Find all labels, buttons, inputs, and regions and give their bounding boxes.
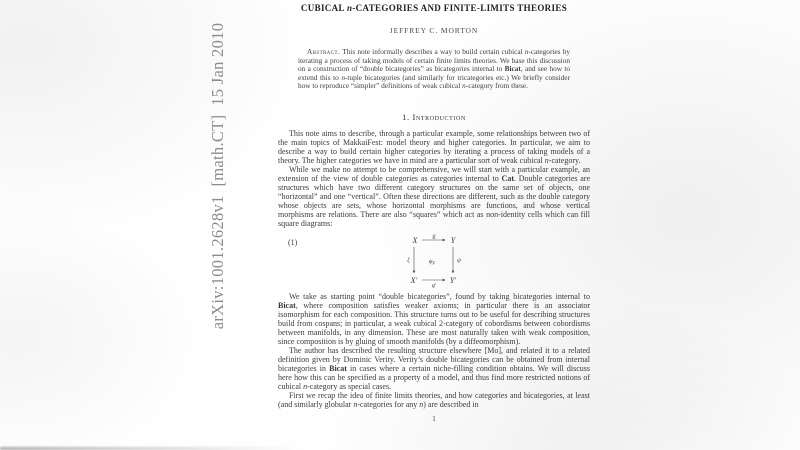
paper-author: JEFFREY C. MORTON bbox=[389, 26, 479, 35]
abstract-label: Abstract. bbox=[307, 47, 341, 56]
abstract bbox=[298, 48, 570, 91]
paragraph-2: While we make no attempt to be comprehensive, we will start with a particular example, an extension of the view of double categories as categories internal to Cat. Double categories are structures which have two different category structures on the same set of objects, one “horizontal” and one “vertical”. Often these directions are different, such as the double category whose objects are sets, whose horizontal morphisms are functions, and whose vertical morphisms are relations. There are also “squares” which act as non-identity cells which can fill square diagrams: bbox=[278, 165, 590, 229]
abstract-body: This note informally describes a way to build certain cubical n-categories by iterating a process of taking models of certain finite limits theories. We base this discussion on a construction of “double bicategories” as bicategories internal to Bicat, and see how to extend this to n-tuple bicategories (and similarly for tricategories etc.) We briefly consider how to reproduce “simpler” definitions of weak cubical n-category from these. bbox=[298, 47, 571, 91]
commutative-square-diagram bbox=[399, 232, 469, 288]
paper-page bbox=[278, 0, 590, 423]
section-heading: 1. Introduction bbox=[402, 111, 466, 122]
square-cell-label bbox=[429, 258, 436, 266]
right-arrow-label: ψ bbox=[457, 258, 461, 265]
left-arrow-label: ξ bbox=[407, 258, 410, 265]
equation bbox=[278, 232, 590, 289]
equation-number: (1) bbox=[288, 238, 298, 248]
top-arrow-label: g bbox=[432, 233, 436, 240]
cell-subscript: F bbox=[432, 260, 436, 266]
bottom-arrow-label: g′ bbox=[431, 283, 437, 289]
paragraph-5: First we recap the idea of finite limits theories, and how categories and bicategories, at least (and similarly globular n-categories for any n) are described in bbox=[278, 391, 590, 410]
paragraph-4: The author has described the resulting structure elsewhere [Mo], and related it to a related definition given by Dominic Verity. Verity’s double bicategories can be obtained from internal bicategories in Bicat in cases where a certain niche-filling condition obtains. We will discuss here how this can be specified as a property of a model, and thus find more restricted notions of cubical n-category as special cases. bbox=[278, 346, 590, 392]
paragraph-1: This note aims to describe, through a particular example, some relationships between two of the main topics of MakkaiFest: model theory and higher categories. In particular, we aim to describe a way to build certain higher categories by iterating a process of taking models of a theory. The higher categories we have in mind are a particular sort of weak cubical n-category. bbox=[278, 129, 590, 166]
arxiv-watermark: arXiv:1001.2628v1 [math.CT] 15 Jan 2010 bbox=[208, 22, 227, 330]
diagram-node-bottom-left: X′ bbox=[410, 276, 418, 286]
paper-title: CUBICAL n-CATEGORIES AND FINITE-LIMITS THEORIES bbox=[300, 3, 568, 13]
paragraph-3: We take as starting point “double bicategories”, found by taking bicategories internal to Bicat, where composition satisfies weaker axioms; in particular there is an associator isomorphism for each composition. This structure turns out to be useful for describing structures build from cospans; in particular, a weak cubical 2-category of cobordisms between cobordisms between manifolds, in any dimension. These are most naturally taken with weak composition, since composition is by gluing of smooth manifolds (by a diffeomorphism). bbox=[278, 292, 590, 347]
cell-symbol: φ bbox=[428, 258, 433, 266]
diagram-node-bottom-right: Y′ bbox=[449, 276, 457, 286]
diagram-node-top-right: Y bbox=[450, 236, 456, 246]
page-number: 1 bbox=[432, 414, 436, 424]
diagram-node-top-left: X bbox=[412, 236, 418, 246]
